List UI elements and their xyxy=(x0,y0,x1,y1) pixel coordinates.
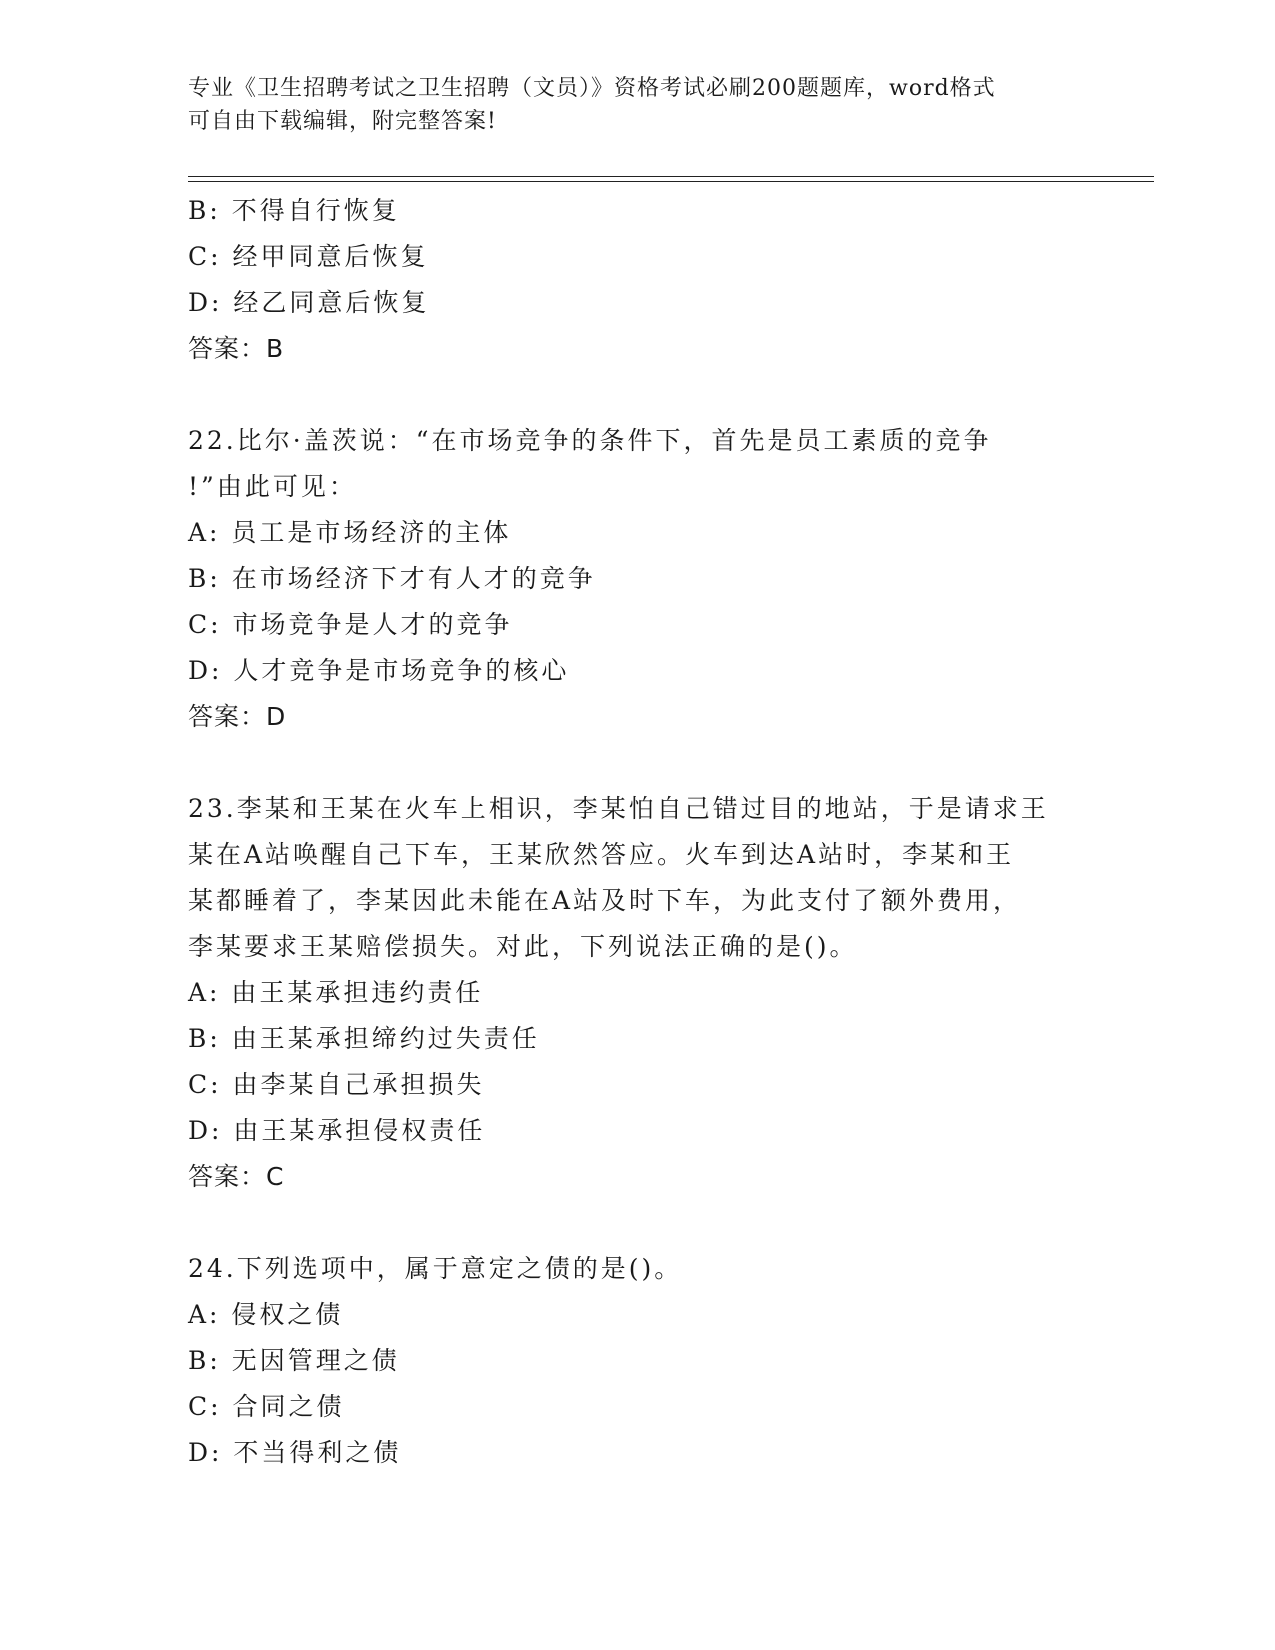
option-a: A: 员工是市场经济的主体 xyxy=(188,518,512,547)
header-rule-bottom xyxy=(188,181,1154,182)
option-a: A: 侵权之债 xyxy=(188,1300,344,1329)
spacer xyxy=(188,372,1088,418)
option-b: B: 无因管理之债 xyxy=(188,1346,400,1375)
spacer xyxy=(188,740,1088,786)
question-text-line: 24.下列选项中，属于意定之债的是()。 xyxy=(188,1254,683,1283)
option-d: D: 不当得利之债 xyxy=(188,1438,402,1467)
question-24 xyxy=(188,1246,1088,1476)
question-text-line: 某都睡着了，李某因此未能在A站及时下车，为此支付了额外费用， xyxy=(188,886,1022,915)
answer: 答案：C xyxy=(188,1162,285,1191)
question-text-line: 23.李某和王某在火车上相识，李某怕自己错过目的地站，于是请求王 xyxy=(188,794,1049,823)
option-a: A: 由王某承担违约责任 xyxy=(188,978,484,1007)
option-d: D: 由王某承担侵权责任 xyxy=(188,1116,486,1145)
question-list xyxy=(188,188,1088,1476)
option-b: B: 由王某承担缔约过失责任 xyxy=(188,1024,540,1053)
question-text-line: 某在A站唤醒自己下车，王某欣然答应。火车到达A站时，李某和王 xyxy=(188,840,1015,869)
answer: 答案：D xyxy=(188,702,287,731)
option-c: C: 合同之债 xyxy=(188,1392,345,1421)
option-c: C: 经甲同意后恢复 xyxy=(188,242,429,271)
header-rule-top xyxy=(188,176,1154,177)
option-c: C: 市场竞争是人才的竞争 xyxy=(188,610,513,639)
question-text-line: 22.比尔·盖茨说：“在市场竞争的条件下，首先是员工素质的竞争 xyxy=(188,426,992,455)
option-b: B: 不得自行恢复 xyxy=(188,196,400,225)
question-text-line: !”由此可见： xyxy=(188,472,357,501)
header-line-2: 可自由下载编辑，附完整答案! xyxy=(188,109,497,134)
option-c: C: 由李某自己承担损失 xyxy=(188,1070,485,1099)
option-b: B: 在市场经济下才有人才的竞争 xyxy=(188,564,596,593)
question-21 xyxy=(188,188,1088,372)
option-d: D: 人才竞争是市场竞争的核心 xyxy=(188,656,570,685)
question-text-line: 李某要求王某赔偿损失。对此，下列说法正确的是()。 xyxy=(188,932,858,961)
document-header xyxy=(188,72,1088,138)
answer: 答案：B xyxy=(188,334,285,363)
spacer xyxy=(188,1200,1088,1246)
header-line-1: 专业《卫生招聘考试之卫生招聘（文员）》资格考试必刷200题题库，word格式 xyxy=(188,76,996,101)
question-23 xyxy=(188,786,1088,1200)
option-d: D: 经乙同意后恢复 xyxy=(188,288,430,317)
question-22 xyxy=(188,418,1088,740)
